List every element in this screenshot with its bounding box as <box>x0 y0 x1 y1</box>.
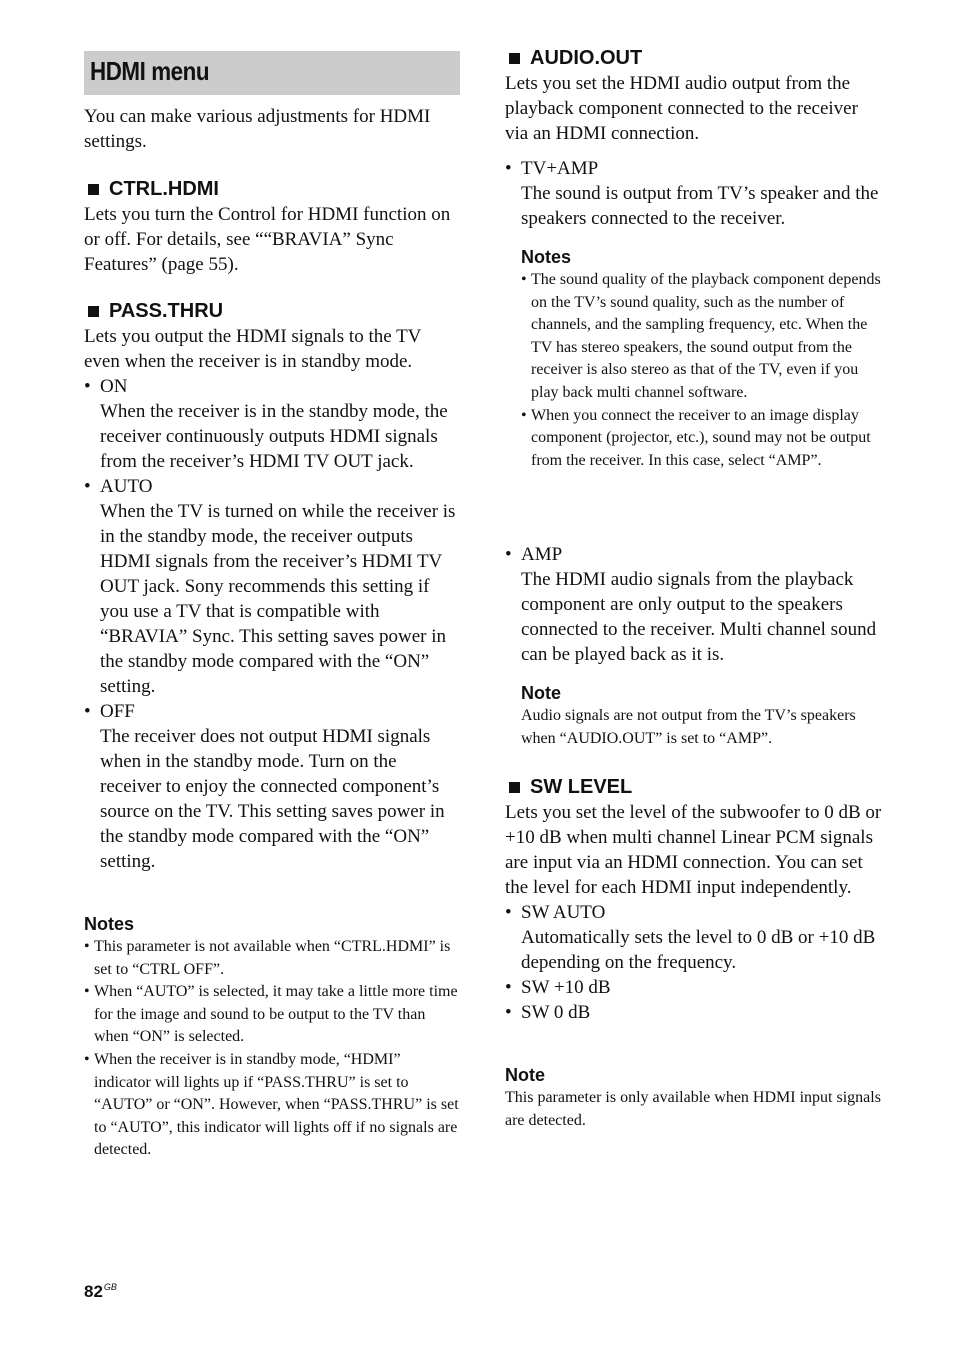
sw-level-section <box>505 774 885 1025</box>
option-tv-amp-block <box>505 156 885 231</box>
pass-thru-section <box>84 298 461 874</box>
bullet-icon: • <box>84 938 90 955</box>
note-item <box>521 405 885 473</box>
bullet-icon: • <box>505 977 512 998</box>
sw-level-heading-text: SW LEVEL <box>530 776 633 798</box>
option-description: When the receiver is in the standby mode, the receiver continuously outputs HDMI signals from the receiver’s HDMI TV OUT jack. <box>100 401 448 472</box>
note-text: The sound quality of the playback component depends on the TV’s sound quality, such as the number of channels, and the sampling frequency, etc. When the TV has stereo speakers, the sound output from the receiver is also stereo as that of the TV, even if you play back multi channel software. <box>531 271 881 401</box>
bullet-icon: • <box>521 271 527 288</box>
option-sw-plus10 <box>505 975 885 1000</box>
option-sw-auto <box>505 900 885 925</box>
bullet-icon: • <box>505 1002 512 1023</box>
bullet-icon: • <box>505 158 512 179</box>
square-bullet-icon <box>509 53 520 64</box>
page-number-suffix: GB <box>103 1282 117 1292</box>
option-amp-block <box>505 542 885 667</box>
bullet-icon: • <box>505 902 512 923</box>
option-on <box>84 374 461 399</box>
audio-out-section <box>505 45 885 146</box>
note-text: When the receiver is in standby mode, “HDMI” indicator will lights up if “PASS.THRU” is set to “AUTO” or “ON”. However, when “PASS.THRU” is set to “AUTO”, this indicator will lights off if no signals are detected. <box>94 1050 459 1159</box>
audio-out-heading-text: AUDIO.OUT <box>530 47 643 69</box>
audio-out-text: Lets you set the HDMI audio output from the playback component connected to the receiver via an HDMI connection. <box>505 73 858 144</box>
option-description: The HDMI audio signals from the playback component are only output to the speakers connected to the receiver. Multi channel sound can be played back as it is. <box>521 569 877 665</box>
bullet-icon: • <box>521 406 527 424</box>
note-text: This parameter is only available when HDMI input signals are detected. <box>505 1089 881 1129</box>
option-label: SW 0 dB <box>521 1002 591 1023</box>
page-number <box>84 1282 117 1302</box>
option-description: Automatically sets the level to 0 dB or +10 dB depending on the frequency. <box>521 927 876 973</box>
square-bullet-icon <box>509 782 520 793</box>
bullet-icon: • <box>84 476 91 497</box>
ctrl-hdmi-section <box>84 176 461 277</box>
bullet-icon: • <box>84 376 91 397</box>
sw-level-text: Lets you set the level of the subwoofer to 0 dB or +10 dB when multi channel Linear PCM signals are input via an HDMI connection. You can set the level for each HDMI input independently. <box>505 802 882 898</box>
pass-thru-heading-text: PASS.THRU <box>109 300 224 322</box>
sw-level-note <box>505 1063 885 1132</box>
note-heading: Note <box>505 1065 545 1085</box>
pass-thru-notes <box>84 912 461 1162</box>
note-text: Audio signals are not output from the TV’s speakers when “AUDIO.OUT” is set to “AMP”. <box>521 707 856 747</box>
bullet-icon: • <box>84 701 91 722</box>
audio-out-notes <box>521 245 885 472</box>
option-description: The sound is output from TV’s speaker and the speakers connected to the receiver. <box>521 183 879 229</box>
bullet-icon: • <box>84 1050 90 1068</box>
option-label: SW AUTO <box>521 902 606 923</box>
notes-heading: Notes <box>521 247 572 267</box>
square-bullet-icon <box>88 184 99 195</box>
option-label: SW +10 dB <box>521 977 611 998</box>
option-off <box>84 699 461 724</box>
audio-out-note <box>521 681 885 750</box>
option-label: AMP <box>521 544 563 565</box>
pass-thru-heading <box>84 298 461 324</box>
ctrl-hdmi-heading <box>84 176 461 202</box>
intro-block <box>84 104 461 154</box>
option-label: AUTO <box>100 476 153 497</box>
option-amp <box>505 542 885 567</box>
option-description: The receiver does not output HDMI signals when in the standby mode. Turn on the receiver to enjoy the connected component’s source on the TV. This setting saves power in the standby mode compared with the “ON” setting. <box>100 726 445 872</box>
intro-text: You can make various adjustments for HDMI settings. <box>84 106 431 152</box>
option-description: When the TV is turned on while the receiver is in the standby mode, the receiver outputs HDMI signals from the receiver’s HDMI TV OUT jack. Sony recommends this setting if you use a TV that is compatible with “BRAVIA” Sync. This setting saves power in the standby mode compared with the “ON” setting. <box>100 501 456 697</box>
note-text: This parameter is not available when “CTRL.HDMI” is set to “CTRL OFF”. <box>94 938 451 978</box>
square-bullet-icon <box>88 306 99 317</box>
ctrl-hdmi-heading-text: CTRL.HDMI <box>109 178 219 200</box>
note-item <box>84 1049 461 1162</box>
option-auto <box>84 474 461 499</box>
bullet-icon: • <box>505 544 512 565</box>
note-text: When you connect the receiver to an image display component (projector, etc.), sound may not be output from the receiver. In this case, select “AMP”. <box>531 406 871 469</box>
note-item <box>84 936 461 981</box>
option-label: ON <box>100 376 128 397</box>
option-label: TV+AMP <box>521 158 599 179</box>
pass-thru-text: Lets you output the HDMI signals to the TV even when the receiver is in standby mode. <box>84 326 422 372</box>
note-item <box>84 981 461 1049</box>
option-label: OFF <box>100 701 135 722</box>
ctrl-hdmi-text: Lets you turn the Control for HDMI function on or off. For details, see ““BRAVIA” Sync Features” (page 55). <box>84 204 451 275</box>
note-heading: Note <box>521 683 561 703</box>
notes-heading: Notes <box>84 914 135 934</box>
page-number-value: 82 <box>84 1282 103 1301</box>
option-sw-0 <box>505 1000 885 1025</box>
bullet-icon: • <box>84 983 90 1001</box>
option-tv-amp <box>505 156 885 181</box>
page-title: HDMI menu <box>90 56 210 86</box>
page-title-bar <box>84 51 460 95</box>
note-text: When “AUTO” is selected, it may take a little more time for the image and sound to be output to the TV than when “ON” is selected. <box>94 983 458 1046</box>
sw-level-heading <box>505 774 885 800</box>
note-item <box>521 269 885 405</box>
audio-out-heading <box>505 45 885 71</box>
